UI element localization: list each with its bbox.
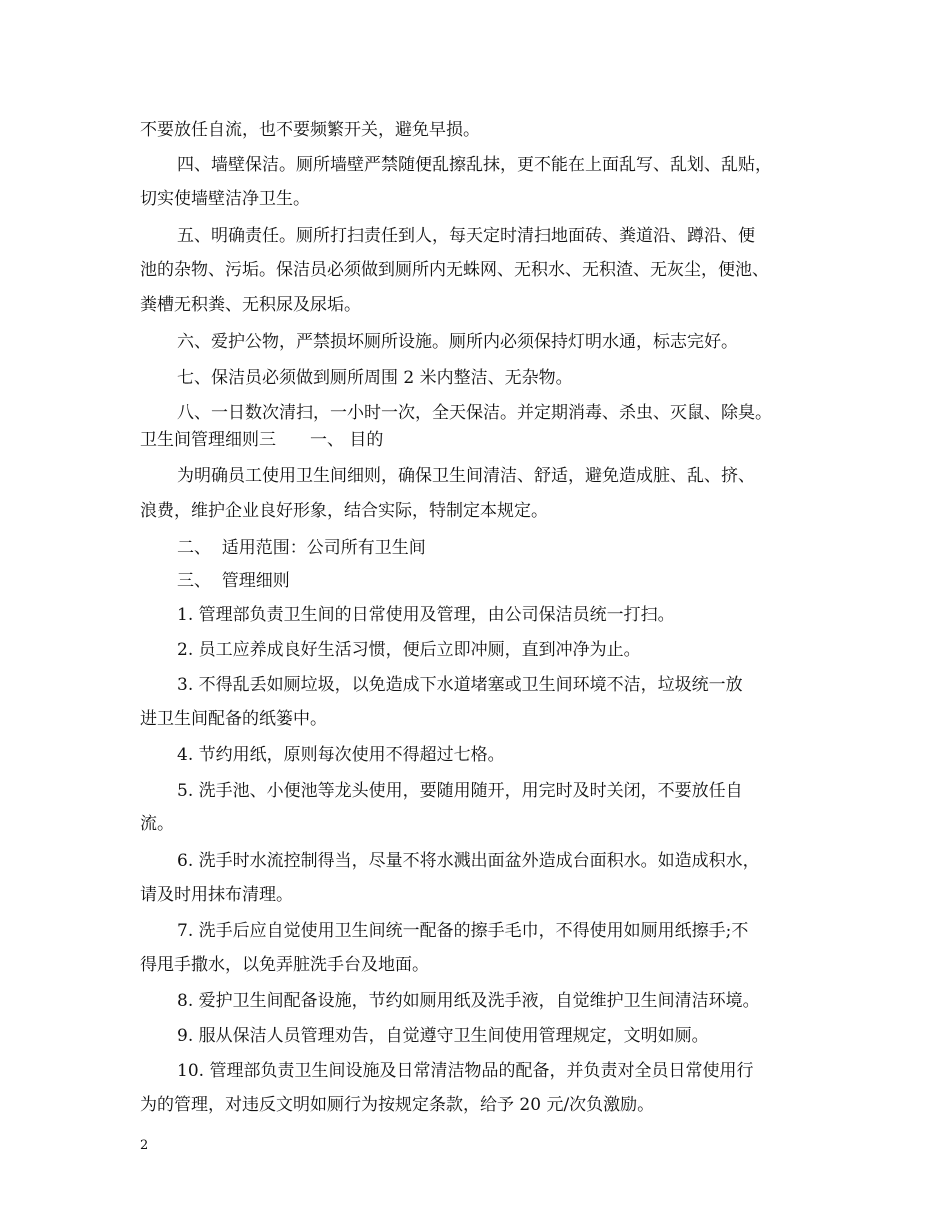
rule-item: 2. 员工应养成良好生活习惯，便后立即冲厕，直到冲净为止。 [177, 640, 641, 660]
rule-item-continuation: 进卫生间配备的纸篓中。 [140, 709, 327, 729]
rule-item-continuation: 请及时用抹布清理。 [140, 885, 293, 905]
rule-item: 9. 服从保洁人员管理劝告，自觉遵守卫生间使用管理规定，文明如厕。 [177, 1026, 709, 1046]
text-line: 浪费，维护企业良好形象，结合实际，特制定本规定。 [140, 501, 548, 521]
rule-item: 1. 管理部负责卫生间的日常使用及管理，由公司保洁员统一打扫。 [177, 605, 675, 625]
rule-item-continuation: 得甩手撒水，以免弄脏洗手台及地面。 [140, 955, 429, 975]
text-line: 五、明确责任。厕所打扫责任到人，每天定时清扫地面砖、粪道沿、蹲沿、便 [177, 226, 755, 246]
section-heading: 卫生间管理细则三 一、 目的 [140, 430, 384, 450]
section-heading: 二、 适用范围：公司所有卫生间 [177, 538, 426, 558]
page-number: 2 [140, 1138, 149, 1153]
text-line: 四、墙壁保洁。厕所墙壁严禁随便乱擦乱抹，更不能在上面乱写、乱划、乱贴， [177, 155, 772, 175]
text-line: 不要放任自流，也不要频繁开关，避免早损。 [140, 120, 480, 140]
rule-item: 8. 爱护卫生间配备设施，节约如厕用纸及洗手液，自觉维护卫生间清洁环境。 [177, 991, 760, 1011]
rule-item: 10. 管理部负责卫生间设施及日常清洁物品的配备，并负责对全员日常使用行 [177, 1061, 754, 1081]
rule-item-continuation: 为的管理，对违反文明如厕行为按规定条款，给予 20 元/次负激励。 [140, 1095, 655, 1115]
text-line: 七、保洁员必须做到厕所周围 2 米内整洁、无杂物。 [177, 368, 573, 388]
text-line: 池的杂物、污垢。保洁员必须做到厕所内无蛛网、无积水、无积渣、无灰尘，便池、 [140, 260, 769, 280]
text-line: 切实使墙壁洁净卫生。 [140, 189, 310, 209]
rule-item: 4. 节约用纸，原则每次使用不得超过七格。 [177, 745, 505, 765]
text-line: 为明确员工使用卫生间细则，确保卫生间清洁、舒适，避免造成脏、乱、挤、 [177, 466, 755, 486]
rule-item: 7. 洗手后应自觉使用卫生间统一配备的擦手毛巾，不得使用如厕用纸擦手;不 [177, 921, 749, 941]
rule-item: 5. 洗手池、小便池等龙头使用，要随用随开，用完时及时关闭，不要放任自 [177, 781, 743, 801]
text-line: 六、爱护公物，严禁损坏厕所设施。厕所内必须保持灯明水通，标志完好。 [177, 332, 738, 352]
text-line: 粪槽无积粪、无积尿及尿垢。 [140, 295, 361, 315]
rule-item: 3. 不得乱丢如厕垃圾，以免造成下水道堵塞或卫生间环境不洁，垃圾统一放 [177, 675, 743, 695]
text-line: 八、一日数次清扫，一小时一次，全天保洁。并定期消毒、杀虫、灭鼠、除臭。 [177, 403, 772, 423]
section-heading: 三、 管理细则 [177, 571, 290, 591]
rule-item-continuation: 流。 [140, 814, 174, 834]
rule-item: 6. 洗手时水流控制得当，尽量不将水溅出面盆外造成台面积水。如造成积水， [177, 851, 760, 871]
